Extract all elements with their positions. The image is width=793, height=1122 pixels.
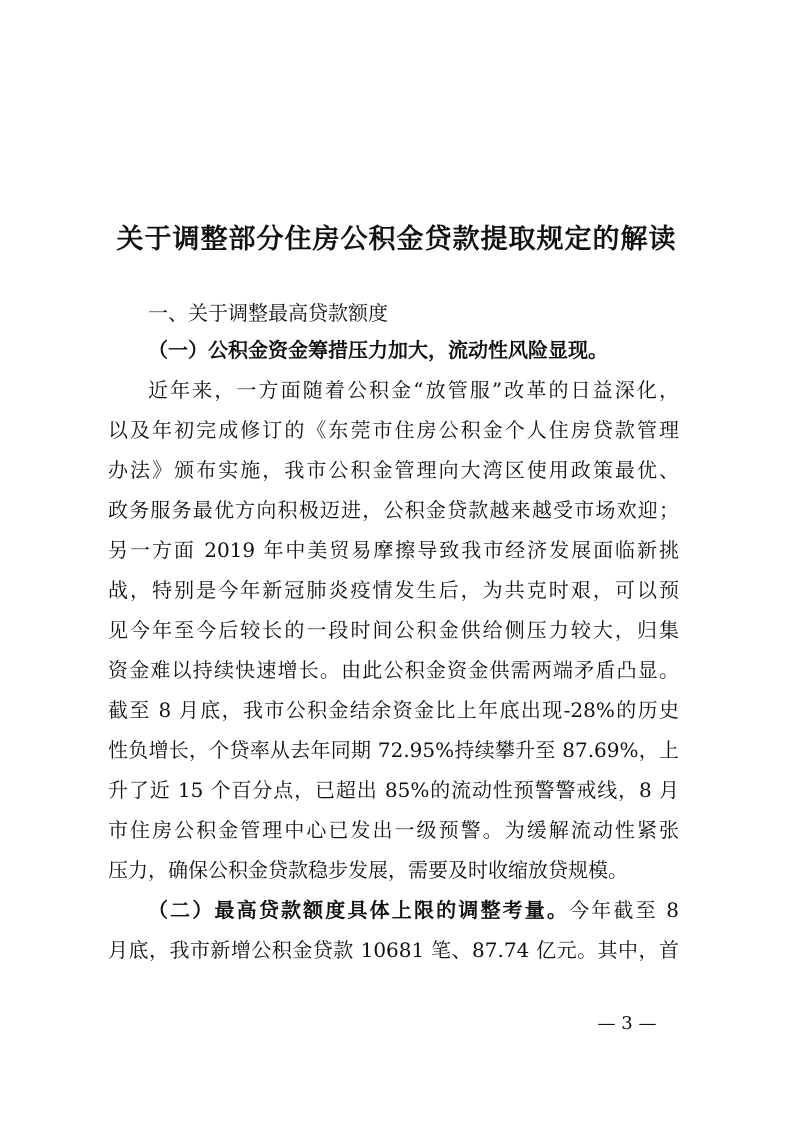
paragraph-line: 另一方面 2019 年中美贸易摩擦导致我市经济发展面临新挑	[108, 538, 679, 562]
paragraph-line: 性负增长，个贷率从去年同期 72.95%持续攀升至 87.69%，上	[108, 738, 679, 762]
subheading-2: （二）最高贷款额度具体上限的调整考量。	[148, 898, 570, 922]
paragraph-line: 升了近 15 个百分点，已超出 85%的流动性预警警戒线，8 月	[108, 778, 679, 802]
subheading-2-line	[148, 890, 679, 930]
paragraph-line: 政务服务最优方向积极迈进，公积金贷款越来越受市场欢迎；	[108, 498, 679, 522]
paragraph-line: 资金难以持续快速增长。由此公积金资金供需两端矛盾凸显。	[108, 658, 679, 682]
paragraph-line: 月底，我市新增公积金贷款 10681 笔、87.74 亿元。其中，首	[108, 938, 679, 962]
subheading-1: （一）公积金资金筹措压力加大，流动性风险显现。	[148, 338, 608, 362]
paragraph-text: 今年截至 8	[569, 898, 679, 922]
page-number: — 3 —	[597, 1013, 657, 1034]
paragraph-line: 市住房公积金管理中心已发出一级预警。为缓解流动性紧张	[108, 818, 679, 842]
paragraph-line: 压力，确保公积金贷款稳步发展，需要及时收缩放贷规模。	[108, 858, 628, 882]
paragraph-line: 战，特别是今年新冠肺炎疫情发生后，为共克时艰，可以预	[108, 578, 679, 602]
paragraph-line: 办法》颁布实施，我市公积金管理向大湾区使用政策最优、	[108, 458, 679, 482]
paragraph-line: 以及年初完成修订的《东莞市住房公积金个人住房贷款管理	[108, 418, 679, 442]
document-title: 关于调整部分住房公积金贷款提取规定的解读	[116, 224, 677, 255]
section-heading: 一、关于调整最高贷款额度	[148, 301, 388, 325]
paragraph-line: 见今年至今后较长的一段时间公积金供给侧压力较大，归集	[108, 618, 679, 642]
paragraph-line: 截至 8 月底，我市公积金结余资金比上年底出现-28%的历史	[108, 698, 679, 722]
paragraph-line: 近年来，一方面随着公积金“放管服”改革的日益深化，	[148, 378, 679, 402]
